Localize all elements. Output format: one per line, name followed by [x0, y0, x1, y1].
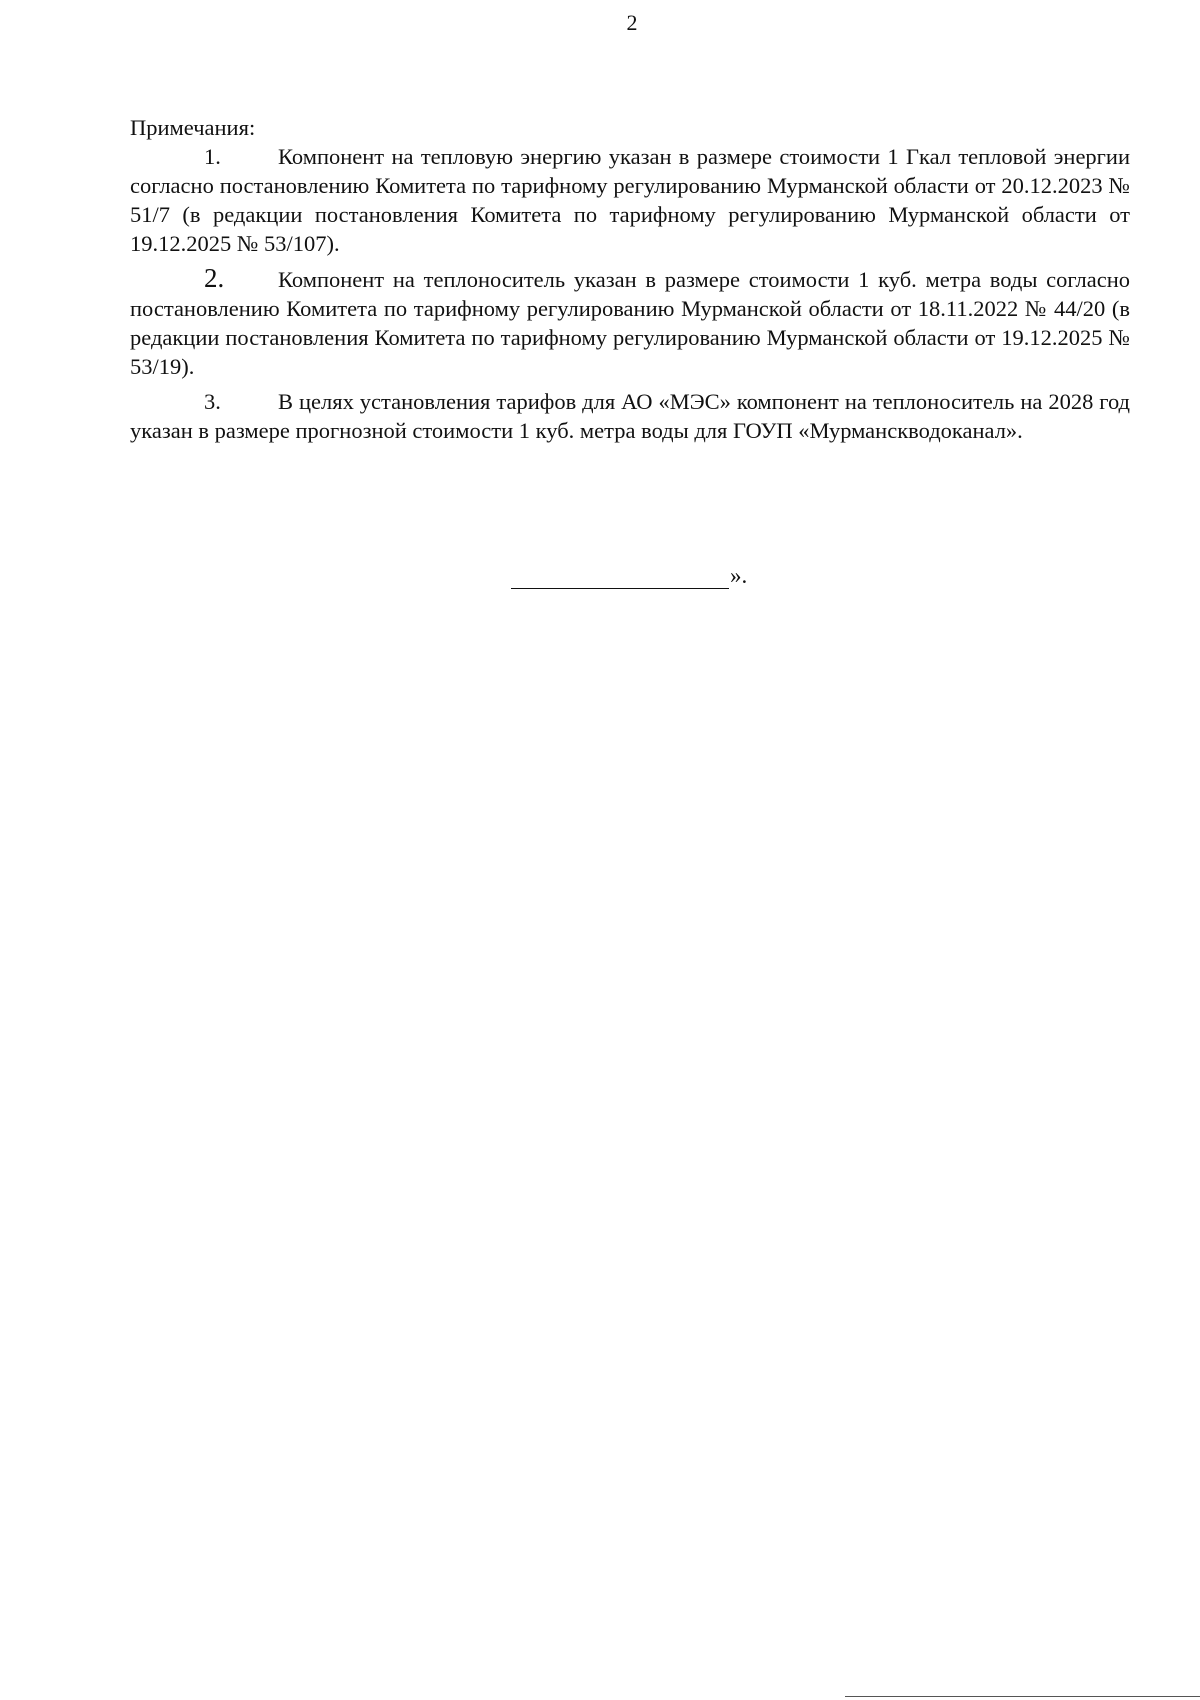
page-number: 2	[626, 10, 638, 35]
blank-underline	[511, 562, 729, 589]
note-text-1: 1. Компонент на тепловую энергию указан в размере стоимости 1 Гкал тепловой энергии согласно постановлению Комитета по тарифному регулированию Мурманской области от 20.12.2023 № 51/7 (в редакции постановления Комитета по тарифному регулированию Мурманской области от 19.12.2025 № 53/107).	[130, 144, 1130, 256]
notes-heading: Примечания:	[130, 115, 256, 140]
note-number-1: 1.	[204, 144, 221, 169]
notes-section	[130, 113, 1130, 445]
note-item-1	[130, 142, 1130, 258]
closing-quote-mark: ».	[730, 563, 748, 588]
note-text-3: 3. В целях установления тарифов для АО «МЭС» компонент на теплоноситель на 2028 год указан в размере прогнозной стоимости 1 куб. метра воды для ГОУП «Мурманскводоканал».	[130, 389, 1130, 443]
scan-artifact-line	[845, 1696, 1200, 1697]
note-item-2	[130, 264, 1130, 381]
note-number-3: 3.	[204, 389, 221, 414]
note-item-3	[130, 387, 1130, 445]
note-number-2: 2.	[204, 263, 225, 293]
note-text-2: 2. Компонент на теплоноситель указан в размере стоимости 1 куб. метра воды согласно постановлению Комитета по тарифному регулированию Мурманской области от 18.11.2022 № 44/20 (в редакции постановления Комитета по тарифному регулированию Мурманской области от 19.12.2025 № 53/19).	[130, 263, 1130, 379]
closing-signature-line	[511, 562, 747, 590]
